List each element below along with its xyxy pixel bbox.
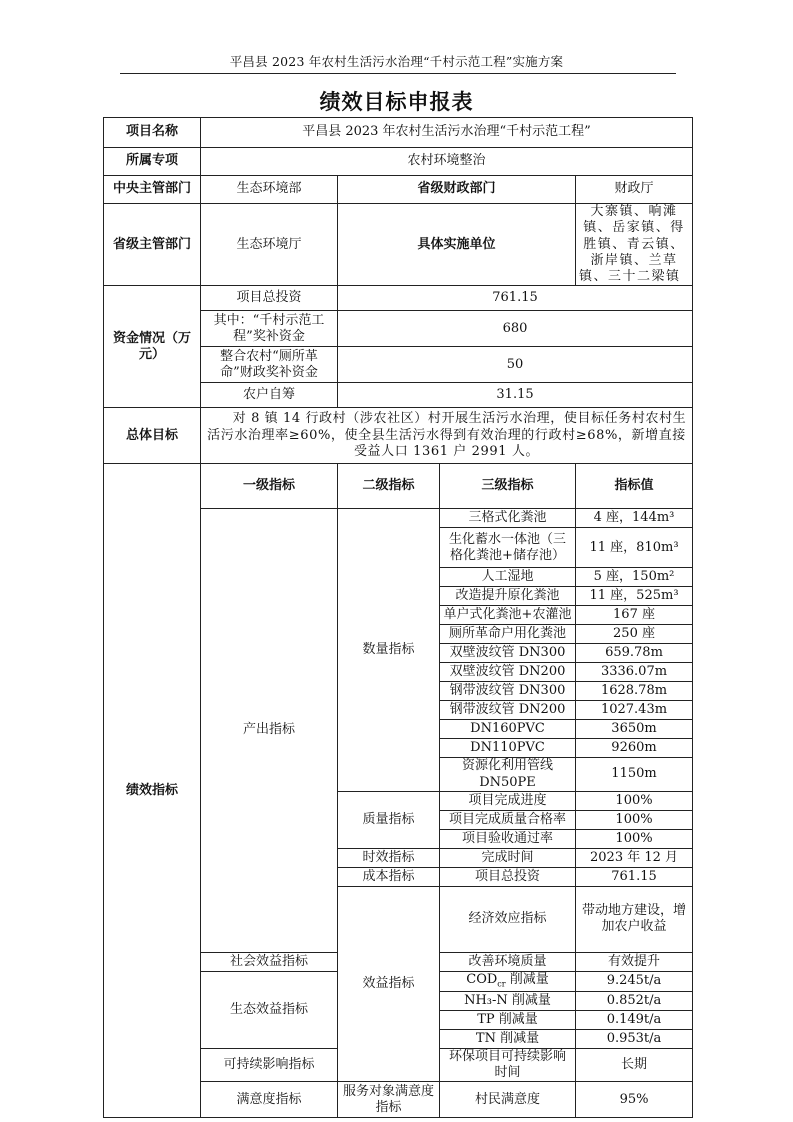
indicator-name — [440, 991, 576, 1010]
econ-label: 经济效应指标 — [440, 886, 576, 952]
indicator-name: 改造提升原化粪池 — [440, 587, 576, 606]
indicator-value: 100% — [576, 829, 693, 848]
indicator-value: 100% — [576, 810, 693, 829]
indicator-value: 0.852t/a — [576, 991, 693, 1010]
reduction-suffix: 削减量 — [507, 992, 551, 1008]
indicator-name: 村民满意度 — [440, 1082, 576, 1118]
indicator-name: 双壁波纹管 DN300 — [440, 644, 576, 663]
cod-label: COD — [466, 972, 498, 988]
indicator-name: 钢带波纹管 DN200 — [440, 701, 576, 720]
indicator-value: 9.245t/a — [576, 971, 693, 991]
overall-goal-text: 对 8 镇 14 行政村（涉农社区）村开展生活污水治理，使目标任务村农村生活污水治理率≥60%，使全县生活污水得到有效治理的行政村≥68%，新增直接受益人口 1361 户 2991 人。 — [201, 408, 693, 464]
indicator-name: 改善环境质量 — [440, 952, 576, 971]
indicator-value: 长期 — [576, 1048, 693, 1082]
funding-value: 50 — [338, 347, 693, 383]
prov-dept-label: 省级主管部门 — [104, 204, 201, 286]
reduction-suffix: 削减量 — [495, 1030, 540, 1046]
social-label: 社会效益指标 — [201, 952, 338, 971]
funding-value: 680 — [338, 311, 693, 347]
special-value: 农村环境整治 — [201, 148, 693, 176]
row-special — [104, 148, 693, 176]
indicator-name: 人工湿地 — [440, 568, 576, 587]
indicator-value: 4 座，144m³ — [576, 509, 693, 528]
indicator-value: 3336.07m — [576, 663, 693, 682]
indicator-name: 项目完成质量合格率 — [440, 810, 576, 829]
funding-item: 其中：“千村示范工程”奖补资金 — [201, 311, 338, 347]
indicator-name: 双壁波纹管 DN200 — [440, 663, 576, 682]
indicator-name — [440, 971, 576, 991]
indicator-value: 659.78m — [576, 644, 693, 663]
time-label: 时效指标 — [338, 848, 440, 867]
quantity-label: 数量指标 — [338, 509, 440, 792]
indicator-value: 1150m — [576, 758, 693, 792]
overall-goal-label: 总体目标 — [104, 408, 201, 464]
sustain-label: 可持续影响指标 — [201, 1048, 338, 1082]
funding-value: 31.15 — [338, 383, 693, 408]
central-dept-value: 生态环境部 — [201, 176, 338, 204]
performance-table — [103, 117, 693, 1118]
eco-label: 生态效益指标 — [201, 971, 338, 1048]
nh3n-label: NH₃-N — [464, 992, 508, 1008]
indicator-value: 5 座，150m² — [576, 568, 693, 587]
indicator-name: 项目完成进度 — [440, 791, 576, 810]
indicator-value: 3650m — [576, 720, 693, 739]
indicator-value: 100% — [576, 791, 693, 810]
row-prov-dept — [104, 204, 693, 286]
indicator-name: DN160PVC — [440, 720, 576, 739]
prov-finance-value: 财政厅 — [576, 176, 693, 204]
indicator-value: 0.149t/a — [576, 1010, 693, 1029]
prov-finance-label: 省级财政部门 — [338, 176, 576, 204]
indicator-name: 项目验收通过率 — [440, 829, 576, 848]
indicator-value: 1027.43m — [576, 701, 693, 720]
reduction-suffix: 削减量 — [494, 1011, 538, 1027]
row-project-name — [104, 118, 693, 148]
reduction-suffix: 削减量 — [505, 972, 549, 988]
indicator-value: 11 座，525m³ — [576, 587, 693, 606]
project-name-value: 平昌县 2023 年农村生活污水治理“千村示范工程” — [201, 118, 693, 148]
tp-label: TP — [477, 1011, 495, 1027]
central-dept-label: 中央主管部门 — [104, 176, 201, 204]
cod-subscript: cr — [497, 980, 506, 990]
funding-item: 项目总投资 — [201, 286, 338, 311]
header-level1: 一级指标 — [201, 464, 338, 509]
indicator-value: 2023 年 12 月 — [576, 848, 693, 867]
output-label: 产出指标 — [201, 509, 338, 953]
benefit-label: 效益指标 — [338, 886, 440, 1082]
header-value: 指标值 — [576, 464, 693, 509]
row-perf-header — [104, 464, 693, 509]
indicator-name: 带动地方建设，增加农户收益 — [576, 886, 693, 952]
row-funding-total — [104, 286, 693, 311]
indicator-value: 250 座 — [576, 625, 693, 644]
indicator-name — [440, 1029, 576, 1048]
impl-unit-label: 具体实施单位 — [338, 204, 576, 286]
indicator-name — [440, 1010, 576, 1029]
running-header: 平昌县 2023 年农村生活污水治理“千村示范工程”实施方案 — [229, 54, 564, 69]
header-level3: 三级指标 — [440, 464, 576, 509]
project-name-label: 项目名称 — [104, 118, 201, 148]
indicator-name: DN110PVC — [440, 739, 576, 758]
indicator-value: 761.15 — [576, 867, 693, 886]
indicator-value: 9260m — [576, 739, 693, 758]
indicator-name: 资源化利用管线 DN50PE — [440, 758, 576, 792]
quality-label: 质量指标 — [338, 791, 440, 848]
header-level2: 二级指标 — [338, 464, 440, 509]
indicator-value: 有效提升 — [576, 952, 693, 971]
indicator-name: 单户式化粪池+农灌池 — [440, 606, 576, 625]
indicator-name: 钢带波纹管 DN300 — [440, 682, 576, 701]
funding-label: 资金情况（万元） — [104, 286, 201, 408]
row-central-dept — [104, 176, 693, 204]
tn-label: TN — [475, 1030, 496, 1046]
header-rule — [120, 73, 676, 74]
indicator-name: 环保项目可持续影响时间 — [440, 1048, 576, 1082]
indicator-name: 生化蓄水一体池（三格化粪池+储存池） — [440, 528, 576, 568]
row-overall-goal — [104, 408, 693, 464]
funding-value: 761.15 — [338, 286, 693, 311]
page-title: 绩效目标申报表 — [319, 90, 474, 114]
indicator-name: 三格式化粪池 — [440, 509, 576, 528]
special-label: 所属专项 — [104, 148, 201, 176]
cost-label: 成本指标 — [338, 867, 440, 886]
funding-item: 整合农村“厕所革命”财政奖补资金 — [201, 347, 338, 383]
indicator-value: 95% — [576, 1082, 693, 1118]
indicator-name: 厕所革命户用化粪池 — [440, 625, 576, 644]
perf-label: 绩效指标 — [104, 464, 201, 1118]
prov-dept-value: 生态环境厅 — [201, 204, 338, 286]
indicator-name: 完成时间 — [440, 848, 576, 867]
indicator-value: 0.953t/a — [576, 1029, 693, 1048]
indicator-name: 项目总投资 — [440, 867, 576, 886]
satisfaction-label: 满意度指标 — [201, 1082, 338, 1118]
funding-item: 农户自筹 — [201, 383, 338, 408]
indicator-value: 167 座 — [576, 606, 693, 625]
indicator-value: 11 座，810m³ — [576, 528, 693, 568]
indicator-value: 1628.78m — [576, 682, 693, 701]
service-label: 服务对象满意度指标 — [338, 1082, 440, 1118]
impl-unit-value: 大寨镇、响滩镇、岳家镇、得胜镇、青云镇、浙岸镇、兰草镇、三十二梁镇 — [576, 204, 693, 286]
